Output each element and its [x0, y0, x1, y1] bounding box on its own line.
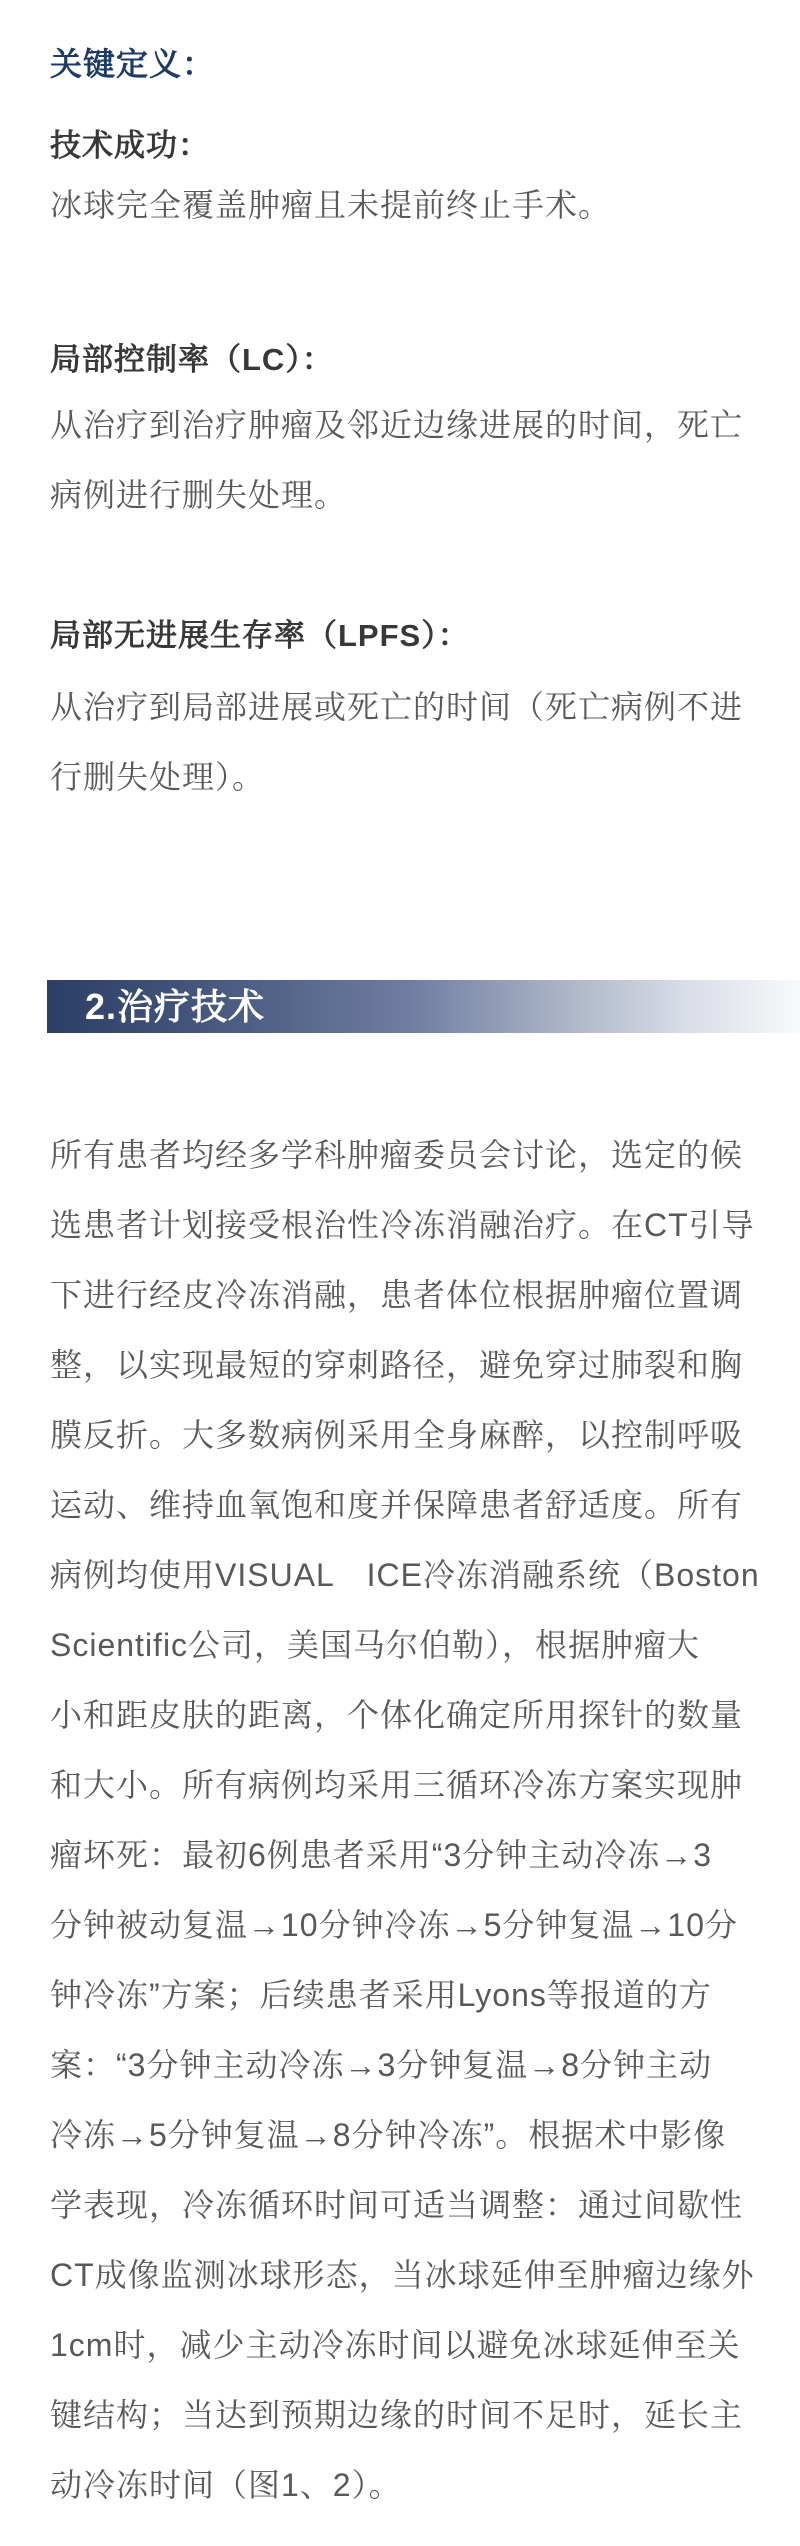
definition-body-local-control [50, 390, 750, 530]
treatment-technique-paragraph [50, 1120, 760, 2520]
paragraph-line: 动冷冻时间（图1、2）。 [50, 2467, 402, 2503]
paragraph-line: 选患者计划接受根治性冷冻消融治疗。在CT引导 [50, 1207, 755, 1243]
definition-body-line: 病例进行删失处理。 [50, 477, 348, 513]
paragraph-line: 和大小。所有病例均采用三循环冷冻方案实现肿 [50, 1767, 744, 1803]
paragraph-line: 膜反折。大多数病例采用全身麻醉，以控制呼吸 [50, 1417, 744, 1453]
paragraph-line: 下进行经皮冷冻消融，患者体位根据肿瘤位置调 [50, 1277, 744, 1313]
paragraph-line: 钟冷冻”方案；后续患者采用Lyons等报道的方 [50, 1977, 712, 2013]
definition-term-lpfs: 局部无进展生存率（LPFS）： [50, 618, 470, 653]
definition-body-line: 从治疗到治疗肿瘤及邻近边缘进展的时间，死亡 [50, 407, 744, 443]
paragraph-line: 案：“3分钟主动冷冻→3分钟复温→8分钟主动 [50, 2047, 713, 2083]
paragraph-line: 冷冻→5分钟复温→8分钟冷冻”。根据术中影像 [50, 2117, 727, 2153]
paragraph-line: 1cm时，减少主动冷冻时间以避免冰球延伸至关 [50, 2327, 741, 2363]
paragraph-line: 运动、维持血氧饱和度并保障患者舒适度。所有 [50, 1487, 744, 1523]
definition-body-line: 行删失处理）。 [50, 759, 266, 795]
paragraph-line: 小和距皮肤的距离，个体化确定所用探针的数量 [50, 1697, 744, 1733]
definition-body-technical-success [50, 170, 750, 240]
paragraph-line: CT成像监测冰球形态，当冰球延伸至肿瘤边缘外 [50, 2257, 755, 2293]
paragraph-line: 整，以实现最短的穿刺路径，避免穿过肺裂和胸 [50, 1347, 744, 1383]
paragraph-line: Scientific公司，美国马尔伯勒），根据肿瘤大 [50, 1627, 701, 1663]
definition-body-line: 冰球完全覆盖肿瘤且未提前终止手术。 [50, 187, 612, 223]
paragraph-line: 瘤坏死：最初6例患者采用“3分钟主动冷冻→3 [50, 1837, 713, 1873]
definition-term-local-control: 局部控制率（LC）： [50, 342, 334, 377]
definition-term-technical-success: 技术成功： [50, 128, 210, 163]
definition-body-lpfs [50, 672, 750, 812]
paragraph-line: 所有患者均经多学科肿瘤委员会讨论，选定的候 [50, 1137, 744, 1173]
paragraph-line: 键结构；当达到预期边缘的时间不足时，延长主 [50, 2397, 744, 2433]
section-header-label: 2.治疗技术 [85, 986, 266, 1027]
paragraph-line: 分钟被动复温→10分钟冷冻→5分钟复温→10分 [50, 1907, 738, 1943]
definition-body-line: 从治疗到局部进展或死亡的时间（死亡病例不进 [50, 689, 744, 725]
section-header-bar [47, 980, 800, 1033]
key-definitions-title: 关键定义： [50, 46, 216, 82]
paragraph-line: 病例均使用VISUAL ICE冷冻消融系统（Boston [50, 1557, 760, 1593]
paragraph-line: 学表现，冷冻循环时间可适当调整：通过间歇性 [50, 2187, 744, 2223]
